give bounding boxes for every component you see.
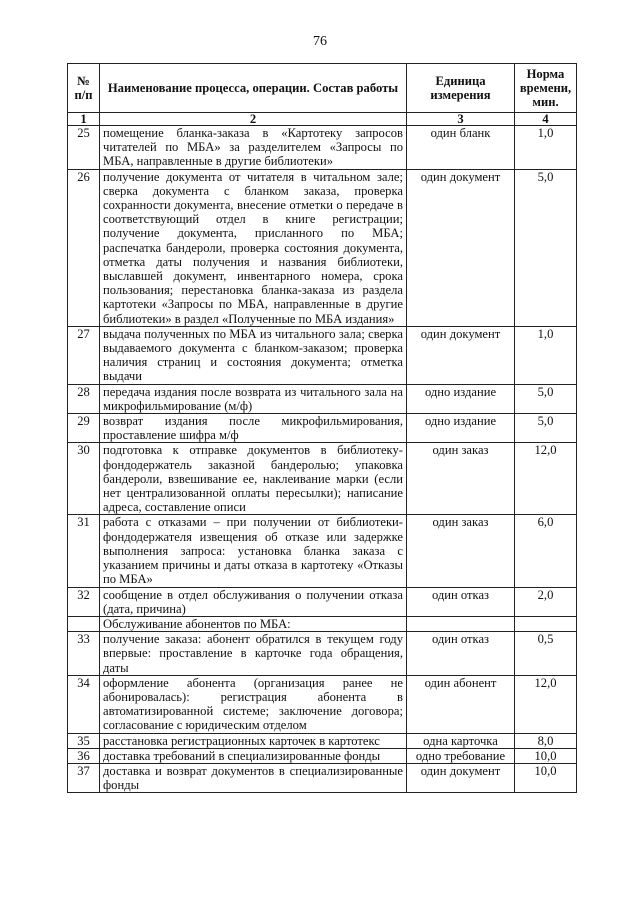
row-number: 33 bbox=[68, 632, 100, 676]
table-row bbox=[68, 632, 577, 676]
row-time-norm: 5,0 bbox=[515, 384, 577, 413]
row-operation: расстановка регистрационных карточек в картотекс bbox=[100, 733, 407, 748]
table-row bbox=[68, 414, 577, 443]
row-number: 36 bbox=[68, 748, 100, 763]
row-time-norm bbox=[515, 616, 577, 631]
row-unit: один документ bbox=[407, 326, 515, 384]
table-row bbox=[68, 515, 577, 587]
row-operation: доставка и возврат документов в специализированные фонды bbox=[100, 763, 407, 792]
row-time-norm: 10,0 bbox=[515, 748, 577, 763]
section-row bbox=[68, 616, 577, 631]
row-unit: один заказ bbox=[407, 443, 515, 515]
row-time-norm: 12,0 bbox=[515, 675, 577, 733]
row-unit: одно издание bbox=[407, 414, 515, 443]
header-num: № п/п bbox=[68, 64, 100, 113]
row-operation: возврат издания после микрофильмирования, проставление шифра м/ф bbox=[100, 414, 407, 443]
row-unit: один документ bbox=[407, 763, 515, 792]
row-unit: один документ bbox=[407, 169, 515, 326]
index-cell: 3 bbox=[407, 113, 515, 126]
header-time: Норма времени, мин. bbox=[515, 64, 577, 113]
table-row bbox=[68, 443, 577, 515]
row-number bbox=[68, 616, 100, 631]
row-unit: один заказ bbox=[407, 515, 515, 587]
table-row bbox=[68, 169, 577, 326]
row-number: 37 bbox=[68, 763, 100, 792]
header-name: Наименование процесса, операции. Состав работы bbox=[100, 64, 407, 113]
row-unit: одно издание bbox=[407, 384, 515, 413]
table-row bbox=[68, 587, 577, 616]
row-number: 25 bbox=[68, 126, 100, 170]
row-number: 35 bbox=[68, 733, 100, 748]
row-time-norm: 5,0 bbox=[515, 169, 577, 326]
table-row bbox=[68, 748, 577, 763]
table-row bbox=[68, 326, 577, 384]
row-operation: выдача полученных по МБА из читального зала; сверка выдаваемого документа с бланком-заказом; проверка наличия страниц и состояния документа; отметка выдачи bbox=[100, 326, 407, 384]
row-number: 32 bbox=[68, 587, 100, 616]
table-row bbox=[68, 763, 577, 792]
table-row bbox=[68, 384, 577, 413]
row-operation: сообщение в отдел обслуживания о получении отказа (дата, причина) bbox=[100, 587, 407, 616]
row-unit: один отказ bbox=[407, 632, 515, 676]
row-unit: один абонент bbox=[407, 675, 515, 733]
norms-table bbox=[67, 63, 577, 793]
row-number: 30 bbox=[68, 443, 100, 515]
table-header-row bbox=[68, 64, 577, 113]
row-time-norm: 1,0 bbox=[515, 126, 577, 170]
row-number: 31 bbox=[68, 515, 100, 587]
header-unit: Единица измерения bbox=[407, 64, 515, 113]
row-time-norm: 5,0 bbox=[515, 414, 577, 443]
row-operation: работа с отказами – при получении от библиотеки-фондодержателя извещения об отказе или задержке выполнения запроса: установка бланка заказа с указанием причины и даты отказа в картотеку «Отказы по МБА» bbox=[100, 515, 407, 587]
row-time-norm: 1,0 bbox=[515, 326, 577, 384]
row-operation: передача издания после возврата из читального зала на микрофильмирование (м/ф) bbox=[100, 384, 407, 413]
row-operation: получение заказа: абонент обратился в текущем году впервые: проставление в карточке года обращения, даты bbox=[100, 632, 407, 676]
page-number: 76 bbox=[313, 34, 327, 49]
row-operation: доставка требований в специализированные фонды bbox=[100, 748, 407, 763]
row-operation: помещение бланка-заказа в «Картотеку запросов читателей по МБА» за разделителем «Запросы по МБА, направленные в другие библиотеки» bbox=[100, 126, 407, 170]
index-cell: 4 bbox=[515, 113, 577, 126]
row-operation: Обслуживание абонентов по МБА: bbox=[100, 616, 407, 631]
table-row bbox=[68, 675, 577, 733]
row-unit: один бланк bbox=[407, 126, 515, 170]
row-time-norm: 10,0 bbox=[515, 763, 577, 792]
row-number: 26 bbox=[68, 169, 100, 326]
row-unit: один отказ bbox=[407, 587, 515, 616]
row-number: 28 bbox=[68, 384, 100, 413]
index-cell: 2 bbox=[100, 113, 407, 126]
row-number: 29 bbox=[68, 414, 100, 443]
row-unit: одна карточка bbox=[407, 733, 515, 748]
row-number: 27 bbox=[68, 326, 100, 384]
row-time-norm: 12,0 bbox=[515, 443, 577, 515]
column-index-row bbox=[68, 113, 577, 126]
row-time-norm: 0,5 bbox=[515, 632, 577, 676]
table-row bbox=[68, 126, 577, 170]
table-body bbox=[68, 126, 577, 793]
row-time-norm: 6,0 bbox=[515, 515, 577, 587]
row-number: 34 bbox=[68, 675, 100, 733]
row-time-norm: 8,0 bbox=[515, 733, 577, 748]
row-operation: получение документа от читателя в читальном зале; сверка документа с бланком заказа, проверка сохранности документа, внесение отметки о передаче в соответствующий отдел в книге регистрации; получение документа, присланного по МБА; распечатка бандероли, проверка состояния документа, отметка даты получения и названия библиотеки, выславшей документ, инвентарного номера, срока пользования; перестановка бланка-заказа из раздела картотеки «Запросы по МБА, направленные в другие библиотеки» в раздел «Полученные по МБА издания» bbox=[100, 169, 407, 326]
row-time-norm: 2,0 bbox=[515, 587, 577, 616]
row-unit bbox=[407, 616, 515, 631]
row-operation: оформление абонента (организация ранее не абонировалась): регистрация абонента в автоматизированной системе; заключение договора; согласование с юридическим отделом bbox=[100, 675, 407, 733]
row-unit: одно требование bbox=[407, 748, 515, 763]
index-cell: 1 bbox=[68, 113, 100, 126]
row-operation: подготовка к отправке документов в библиотеку-фондодержатель заказной бандеролью; упаковка бандероли, взвешивание ее, наклеивание марки (если нет централизованной оплаты пересылки); написание адреса, составление описи bbox=[100, 443, 407, 515]
table-row bbox=[68, 733, 577, 748]
